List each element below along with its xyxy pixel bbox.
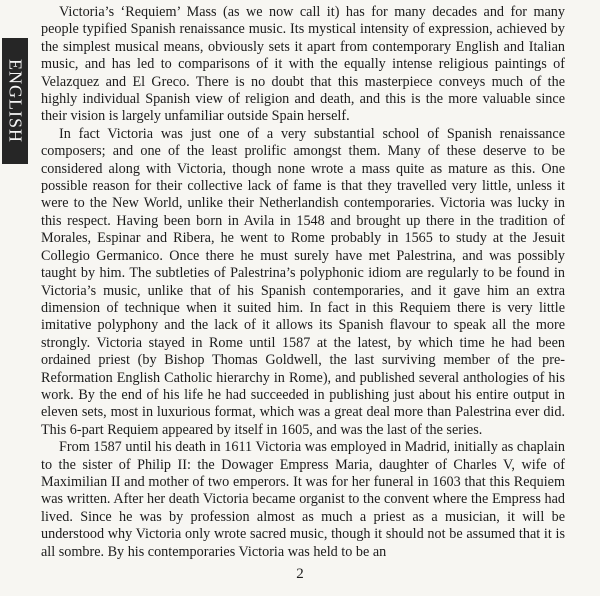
page-number: 2 [296,566,304,582]
paragraph-2: In fact Victoria was just one of a very substantial school of Spanish renaissance composers; and one of the least prolific amongst them. Many of these deserve to be considered along with Victoria, though none wrote a mass quite as mature as this. One possible reason for their collective lack of fame is that they travelled very little, unless it were to the New World, unlike their Netherlandish contemporaries. Victoria was lucky in this respect. Having been born in Avila in 1548 and brought up there in the tradition of Morales, Espinar and Ribera, he went to Rome probably in 1565 to study at the Jesuit Collegio Germanico. Once there he must surely have met Palestrina, and was possibly taught by him. The subtleties of Palestrina’s polyphonic idiom are regularly to be found in Victoria’s music, unlike that of his Spanish contemporaries, and it gave him an extra dimension of technique when it suited him. In fact in this Requiem there is very little imitative polyphony and the lack of it allows its Spanish flavour to speak all the more strongly. Victoria stayed in Rome until 1587 at the latest, by which time he had been ordained priest (by Bishop Thomas Goldwell, the last surviving member of the pre-Reformation English Catholic hierarchy in Rome), and published several anthologies of his work. By the end of his life he had succeeded in publishing just about his entire output in eleven sets, most in luxurious format, which was a great deal more than Palestrina ever did. This 6-part Requiem appeared by itself in 1605, and was the last of the series. [41,125,565,438]
paragraph-3: From 1587 until his death in 1611 Victoria was employed in Madrid, initially as chaplain to the sister of Philip II: the Dowager Empress Maria, daughter of Charles V, wife of Maximilian II and mother of two emperors. It was for her funeral in 1603 that this Requiem was written. After her death Victoria became organist to the convent where the Empress had lived. Since he was by profession almost as much a priest as a musician, it will be understood why Victoria only wrote sacred music, though it should not be assumed that it is all sombre. By his contemporaries Victoria was held to be an [41,439,565,560]
language-tab-label: ENGLISH [5,59,26,143]
paragraph-1: Victoria’s ‘Requiem’ Mass (as we now call it) has for many decades and for many people typified Spanish renaissance music. Its mystical intensity of expression, achieved by the simplest musical means, obviously sets it apart from contemporary English and Italian music, and has led to comparisons of it with the equally intense religious paintings of Velazquez and El Greco. There is no doubt that this masterpiece conveys much of the highly individual Spanish view of religion and death, and this is the more valuable since their vision is largely unfamiliar outside Spain herself. [41,4,565,125]
article-body [41,4,565,561]
language-tab [2,38,28,164]
